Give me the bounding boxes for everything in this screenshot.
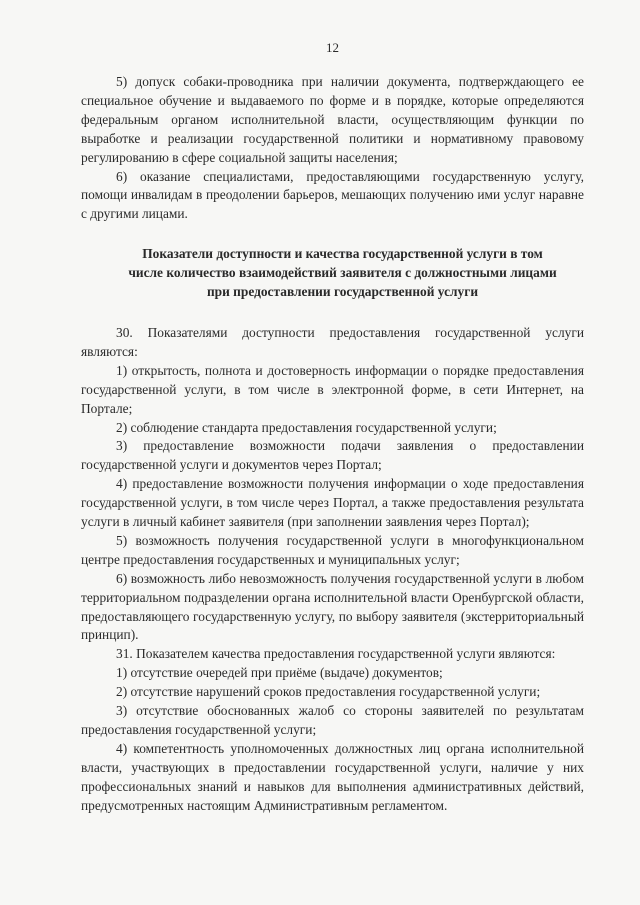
paragraph-item-2-standard: 2) соблюдение стандарта предоставления государственной услуги; <box>116 419 497 435</box>
paragraph-quality-3-complaints: 3) отсутствие обоснованных жалоб со стороны заявителей по результатам предоставления государственной услуги; <box>81 703 584 737</box>
section-title-line-2: числе количество взаимодействий заявителя с должностными лицами <box>128 265 557 281</box>
paragraph-item-6-extraterritorial: 6) возможность либо невозможность получения государственной услуги в любом территориальном подразделении органа исполнительной власти Оренбургской области, предоставляющего государственную услугу, по выбору заявителя (экстерриториальный принцип). <box>81 570 584 643</box>
paragraph-item-5-guide-dog: 5) допуск собаки-проводника при наличии документа, подтверждающего ее специальное обучение и выдаваемого по форме и в порядке, которые определяются федеральным органом исполнительной власти, осуществляющим функции по выработке и реализации государственной политики и нормативному правовому регулированию в сфере социальной защиты населения; <box>81 74 584 165</box>
paragraph-clause-30: 30. Показателями доступности предоставления государственной услуги являются: <box>81 324 584 359</box>
section-title-line-3: при предоставлении государственной услуги <box>206 284 479 300</box>
paragraph-item-6-assistance: 6) оказание специалистами, предоставляющими государственную услугу, помощи инвалидам в преодолении барьеров, мешающих получению ими услуг наравне с другими лицами. <box>81 168 584 222</box>
paragraph-item-3-portal-application: 3) предоставление возможности подачи заявления о предоставлении государственной услуги и документов через Портал; <box>81 438 584 473</box>
section-title <box>81 245 584 302</box>
paragraph-item-4-information: 4) предоставление возможности получения информации о ходе предоставления государственной услуги, в том числе через Портал, а также предоставления результата услуги в личный кабинет заявителя (при заполнении заявления через Портал); <box>81 476 584 530</box>
paragraph-quality-4-competence: 4) компетентность уполномоченных должностных лиц органа исполнительной власти, участвующих в предоставлении государственной услуги, наличие у них профессиональных знаний и навыков для выполнения административных действий, предусмотренных настоящим Административным регламентом. <box>81 740 584 813</box>
section-title-line-1: Показатели доступности и качества государственной услуги в том <box>142 246 543 262</box>
paragraph-quality-2-deadlines: 2) отсутствие нарушений сроков предоставления государственной услуги; <box>116 684 541 700</box>
paragraph-quality-1-queues: 1) отсутствие очередей при приёме (выдаче) документов; <box>116 665 443 681</box>
paragraph-item-1-openness: 1) открытость, полнота и достоверность информации о порядке предоставления государственной услуги, в том числе в электронной форме, в сети Интернет, на Портале; <box>81 362 584 416</box>
page-number: 12 <box>326 40 339 55</box>
paragraph-clause-31: 31. Показателем качества предоставления государственной услуги являются: <box>116 646 556 662</box>
paragraph-item-5-mfc: 5) возможность получения государственной услуги в многофункциональном центре предоставления государственных и муниципальных услуг; <box>81 532 584 567</box>
